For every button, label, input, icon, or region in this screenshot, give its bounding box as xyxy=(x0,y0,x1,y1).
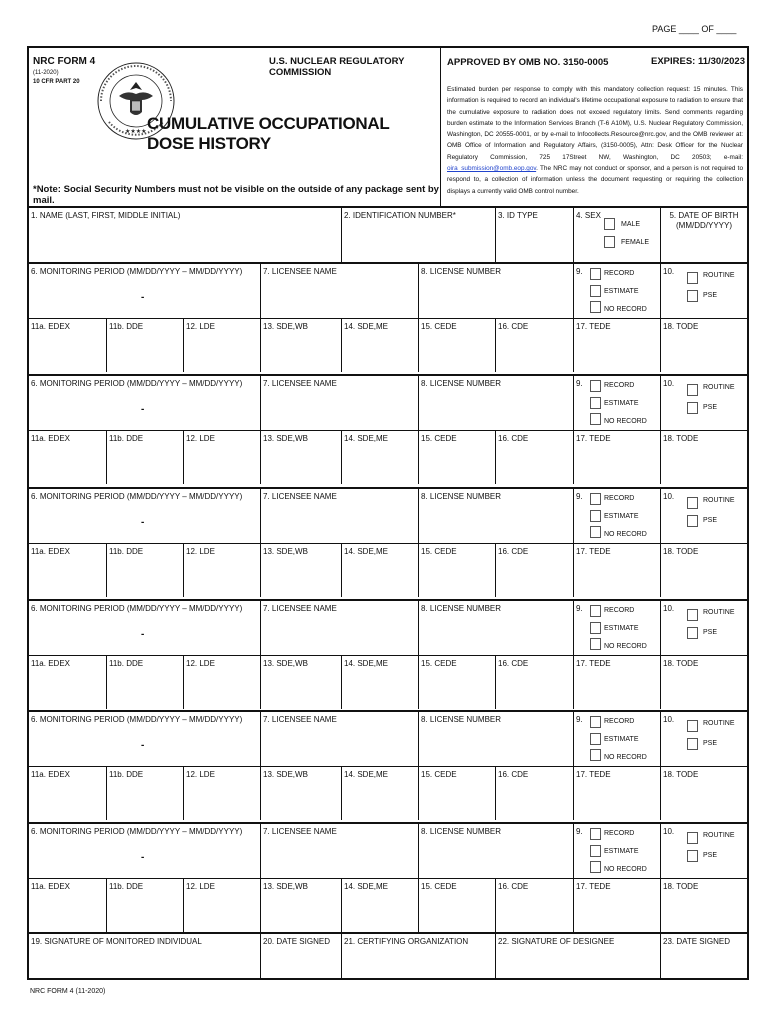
pse-checkbox[interactable] xyxy=(687,515,698,527)
sde-wb-label: 13. SDE,WB xyxy=(263,434,308,443)
designee-label: 22. SIGNATURE OF DESIGNEE xyxy=(498,937,615,946)
estimate-label: ESTIMATE xyxy=(604,513,639,520)
sex-male-option[interactable] xyxy=(604,218,640,230)
id-type-field[interactable] xyxy=(495,208,573,262)
sde-me-field[interactable] xyxy=(341,319,418,372)
tode-label: 18. TODE xyxy=(663,659,699,668)
routine-checkbox[interactable] xyxy=(687,720,698,732)
pse-label: PSE xyxy=(703,852,718,859)
id-number-field[interactable] xyxy=(341,208,495,262)
exposure-type-field xyxy=(660,712,747,766)
dose-row xyxy=(29,878,747,932)
signature-label: 19. SIGNATURE OF MONITORED INDIVIDUAL xyxy=(31,937,202,946)
license-number-field[interactable] xyxy=(418,376,573,430)
period-separator: - xyxy=(141,517,145,528)
tede-field[interactable] xyxy=(573,544,660,597)
estimate-checkbox[interactable] xyxy=(590,733,601,745)
monitoring-period-field[interactable] xyxy=(29,376,260,430)
edex-label: 11a. EDEX xyxy=(31,659,70,668)
monitoring-period-row xyxy=(29,822,747,878)
cde-field[interactable] xyxy=(495,767,573,820)
monitoring-period-row xyxy=(29,710,747,766)
dose-row xyxy=(29,655,747,709)
tede-label: 17. TEDE xyxy=(576,434,611,443)
tode-field[interactable] xyxy=(660,431,747,484)
record-label: RECORD xyxy=(604,830,635,837)
dde-label: 11b. DDE xyxy=(109,659,144,668)
sde-me-field[interactable] xyxy=(341,544,418,597)
sde-wb-field[interactable] xyxy=(260,431,341,484)
record-type-field xyxy=(573,824,660,878)
sde-me-field[interactable] xyxy=(341,879,418,932)
licensee-name-label: 7. LICENSEE NAME xyxy=(263,267,337,276)
edex-label: 11a. EDEX xyxy=(31,434,70,443)
item9-label: 9. xyxy=(576,827,583,836)
monitoring-period-label: 6. MONITORING PERIOD (MM/DD/YYYY – MM/DD/YYYY) xyxy=(31,379,243,388)
date-signed2-label: 23. DATE SIGNED xyxy=(663,937,730,946)
sde-wb-field[interactable] xyxy=(260,767,341,820)
monitoring-period-row xyxy=(29,374,747,430)
male-label: MALE xyxy=(621,220,641,228)
edex-label: 11a. EDEX xyxy=(31,547,70,556)
license-number-field[interactable] xyxy=(418,489,573,543)
tede-label: 17. TEDE xyxy=(576,770,611,779)
pse-label: PSE xyxy=(703,517,718,524)
no-record-checkbox[interactable] xyxy=(590,301,601,313)
sde-wb-label: 13. SDE,WB xyxy=(263,659,308,668)
record-label: RECORD xyxy=(604,382,635,389)
routine-checkbox[interactable] xyxy=(687,609,698,621)
item9-label: 9. xyxy=(576,604,583,613)
monitoring-period-row xyxy=(29,262,747,318)
licensee-name-label: 7. LICENSEE NAME xyxy=(263,715,337,724)
edex-field[interactable] xyxy=(29,767,106,820)
license-number-label: 8. LICENSE NUMBER xyxy=(421,267,502,276)
edex-field[interactable] xyxy=(29,431,106,484)
tode-field[interactable] xyxy=(660,767,747,820)
estimate-label: ESTIMATE xyxy=(604,288,639,295)
cde-label: 16. CDE xyxy=(498,434,529,443)
svg-text:★★★★: ★★★★ xyxy=(125,128,147,135)
lde-field[interactable] xyxy=(183,767,260,820)
agency-name: U.S. NUCLEAR REGULATORY COMMISSION xyxy=(269,56,405,78)
sde-wb-label: 13. SDE,WB xyxy=(263,770,308,779)
license-number-field[interactable] xyxy=(418,264,573,318)
edex-label: 11a. EDEX xyxy=(31,882,70,891)
monitoring-period-label: 6. MONITORING PERIOD (MM/DD/YYYY – MM/DD/YYYY) xyxy=(31,715,243,724)
edex-label: 11a. EDEX xyxy=(31,322,70,331)
dose-row xyxy=(29,318,747,372)
dde-field[interactable] xyxy=(106,319,183,372)
cede-label: 15. CEDE xyxy=(421,434,457,443)
monitoring-period-row xyxy=(29,599,747,655)
estimate-label: ESTIMATE xyxy=(604,400,639,407)
tode-field[interactable] xyxy=(660,319,747,372)
estimate-checkbox[interactable] xyxy=(590,285,601,297)
form-frame xyxy=(27,46,749,980)
sde-me-field[interactable] xyxy=(341,656,418,709)
routine-checkbox[interactable] xyxy=(687,497,698,509)
tede-field[interactable] xyxy=(573,767,660,820)
exposure-type-field xyxy=(660,376,747,430)
cde-label: 16. CDE xyxy=(498,322,529,331)
record-type-field xyxy=(573,489,660,543)
pse-checkbox[interactable] xyxy=(687,402,698,414)
cede-field[interactable] xyxy=(418,319,495,372)
cde-field[interactable] xyxy=(495,879,573,932)
monitoring-period-row xyxy=(29,487,747,543)
monitoring-period-field[interactable] xyxy=(29,824,260,878)
record-label: RECORD xyxy=(604,718,635,725)
tode-field[interactable] xyxy=(660,544,747,597)
tode-label: 18. TODE xyxy=(663,547,699,556)
estimate-label: ESTIMATE xyxy=(604,625,639,632)
cede-field[interactable] xyxy=(418,656,495,709)
license-number-field[interactable] xyxy=(418,601,573,655)
dde-field[interactable] xyxy=(106,767,183,820)
lde-label: 12. LDE xyxy=(186,882,215,891)
form-revision: (11-2020) xyxy=(33,70,59,76)
exposure-type-field xyxy=(660,824,747,878)
lde-label: 12. LDE xyxy=(186,322,215,331)
footer-form-id: NRC FORM 4 (11-2020) xyxy=(30,988,106,995)
cde-label: 16. CDE xyxy=(498,882,529,891)
sde-me-field[interactable] xyxy=(341,431,418,484)
sde-wb-label: 13. SDE,WB xyxy=(263,882,308,891)
item10-label: 10. xyxy=(663,604,675,613)
monitoring-period-label: 6. MONITORING PERIOD (MM/DD/YYYY – MM/DD/YYYY) xyxy=(31,492,243,501)
licensee-name-field[interactable] xyxy=(260,601,418,655)
pse-checkbox[interactable] xyxy=(687,290,698,302)
routine-label: ROUTINE xyxy=(703,609,735,616)
sde-me-label: 14. SDE,ME xyxy=(344,770,389,779)
dde-label: 11b. DDE xyxy=(109,882,144,891)
routine-checkbox[interactable] xyxy=(687,832,698,844)
form-id: NRC FORM 4 xyxy=(33,56,96,67)
signature-row xyxy=(29,932,747,980)
record-type-field xyxy=(573,712,660,766)
licensee-name-label: 7. LICENSEE NAME xyxy=(263,827,337,836)
id-number-label: 2. IDENTIFICATION NUMBER* xyxy=(344,211,456,220)
burden-email-link[interactable]: oira_submission@omb.eop.gov xyxy=(447,165,537,173)
monitoring-period-field[interactable] xyxy=(29,601,260,655)
no-record-label: NO RECORD xyxy=(604,418,647,425)
item10-label: 10. xyxy=(663,379,675,388)
monitoring-period-label: 6. MONITORING PERIOD (MM/DD/YYYY – MM/DD/YYYY) xyxy=(31,604,243,613)
dde-label: 11b. DDE xyxy=(109,547,144,556)
dde-field[interactable] xyxy=(106,431,183,484)
item9-label: 9. xyxy=(576,492,583,501)
dose-row xyxy=(29,430,747,484)
cede-field[interactable] xyxy=(418,544,495,597)
tede-label: 17. TEDE xyxy=(576,322,611,331)
cede-field[interactable] xyxy=(418,879,495,932)
date-signed-label: 20. DATE SIGNED xyxy=(263,937,330,946)
lde-label: 12. LDE xyxy=(186,770,215,779)
cde-label: 16. CDE xyxy=(498,547,529,556)
period-separator: - xyxy=(141,740,145,751)
omb-number: APPROVED BY OMB NO. 3150-0005 xyxy=(447,57,609,68)
tode-label: 18. TODE xyxy=(663,770,699,779)
lde-field[interactable] xyxy=(183,544,260,597)
tode-label: 18. TODE xyxy=(663,434,699,443)
checkbox[interactable] xyxy=(604,218,615,230)
monitoring-period-label: 6. MONITORING PERIOD (MM/DD/YYYY – MM/DD/YYYY) xyxy=(31,267,243,276)
item10-label: 10. xyxy=(663,715,675,724)
lde-label: 12. LDE xyxy=(186,659,215,668)
name-field[interactable] xyxy=(29,208,341,262)
estimate-label: ESTIMATE xyxy=(604,736,639,743)
cde-label: 16. CDE xyxy=(498,770,529,779)
signature-field[interactable] xyxy=(29,934,260,980)
record-label: RECORD xyxy=(604,495,635,502)
licensee-name-field[interactable] xyxy=(260,712,418,766)
monitoring-period-label: 6. MONITORING PERIOD (MM/DD/YYYY – MM/DD/YYYY) xyxy=(31,827,243,836)
form-cfr: 10 CFR PART 20 xyxy=(33,79,80,85)
exposure-type-field xyxy=(660,601,747,655)
estimate-label: ESTIMATE xyxy=(604,848,639,855)
sde-wb-label: 13. SDE,WB xyxy=(263,547,308,556)
record-type-field xyxy=(573,264,660,318)
cde-field[interactable] xyxy=(495,431,573,484)
expiration-date: EXPIRES: 11/30/2023 xyxy=(650,56,745,67)
license-number-label: 8. LICENSE NUMBER xyxy=(421,715,502,724)
tede-field[interactable] xyxy=(573,656,660,709)
license-number-field[interactable] xyxy=(418,824,573,878)
lde-field[interactable] xyxy=(183,431,260,484)
no-record-label: NO RECORD xyxy=(604,306,647,313)
item10-label: 10. xyxy=(663,267,675,276)
edex-field[interactable] xyxy=(29,319,106,372)
cde-label: 16. CDE xyxy=(498,659,529,668)
tode-label: 18. TODE xyxy=(663,882,699,891)
name-label: 1. NAME (LAST, FIRST, MIDDLE INITIAL) xyxy=(31,211,181,220)
routine-label: ROUTINE xyxy=(703,832,735,839)
pse-label: PSE xyxy=(703,404,718,411)
tode-field[interactable] xyxy=(660,879,747,932)
dde-field[interactable] xyxy=(106,879,183,932)
page-indicator: PAGE ____ OF ____ xyxy=(652,24,737,34)
sex-field xyxy=(573,208,660,262)
licensee-name-field[interactable] xyxy=(260,376,418,430)
dob-label: 5. DATE OF BIRTH (MM/DD/YYYY) xyxy=(669,211,739,230)
form-title: CUMULATIVE OCCUPATIONAL DOSE HISTORY xyxy=(147,114,390,153)
pse-checkbox[interactable] xyxy=(687,738,698,750)
sde-me-label: 14. SDE,ME xyxy=(344,434,389,443)
cede-label: 15. CEDE xyxy=(421,882,457,891)
no-record-label: NO RECORD xyxy=(604,866,647,873)
routine-checkbox[interactable] xyxy=(687,384,698,396)
dde-field[interactable] xyxy=(106,544,183,597)
lde-label: 12. LDE xyxy=(186,434,215,443)
tede-field[interactable] xyxy=(573,879,660,932)
burden-statement xyxy=(447,84,743,197)
certifying-org-label: 21. CERTIFYING ORGANIZATION xyxy=(344,937,469,946)
licensee-name-label: 7. LICENSEE NAME xyxy=(263,604,337,613)
record-type-field xyxy=(573,376,660,430)
routine-label: ROUTINE xyxy=(703,497,735,504)
header-right xyxy=(441,48,749,206)
record-checkbox[interactable] xyxy=(590,828,601,840)
tode-label: 18. TODE xyxy=(663,322,699,331)
dose-row xyxy=(29,543,747,597)
no-record-label: NO RECORD xyxy=(604,531,647,538)
sde-me-field[interactable] xyxy=(341,767,418,820)
period-separator: - xyxy=(141,852,145,863)
designee-signature-field[interactable] xyxy=(495,934,660,980)
record-checkbox[interactable] xyxy=(590,380,601,392)
cede-label: 15. CEDE xyxy=(421,547,457,556)
sex-female-option[interactable] xyxy=(604,236,649,248)
period-separator: - xyxy=(141,404,145,415)
edex-field[interactable] xyxy=(29,879,106,932)
record-label: RECORD xyxy=(604,270,635,277)
pse-checkbox[interactable] xyxy=(687,627,698,639)
exposure-type-field xyxy=(660,489,747,543)
sde-me-label: 14. SDE,ME xyxy=(344,659,389,668)
exposure-type-field xyxy=(660,264,747,318)
cde-field[interactable] xyxy=(495,544,573,597)
date-signed2-field[interactable] xyxy=(660,934,747,980)
licensee-name-label: 7. LICENSEE NAME xyxy=(263,492,337,501)
pse-label: PSE xyxy=(703,740,718,747)
tede-label: 17. TEDE xyxy=(576,547,611,556)
record-checkbox[interactable] xyxy=(590,493,601,505)
sde-me-label: 14. SDE,ME xyxy=(344,547,389,556)
cede-label: 15. CEDE xyxy=(421,659,457,668)
cede-label: 15. CEDE xyxy=(421,322,457,331)
license-number-field[interactable] xyxy=(418,712,573,766)
no-record-checkbox[interactable] xyxy=(590,526,601,538)
period-separator: - xyxy=(141,629,145,640)
dde-label: 11b. DDE xyxy=(109,434,144,443)
item10-label: 10. xyxy=(663,492,675,501)
no-record-label: NO RECORD xyxy=(604,643,647,650)
lde-field[interactable] xyxy=(183,656,260,709)
sde-me-label: 14. SDE,ME xyxy=(344,882,389,891)
burden-text-end: . The NRC may not conduct or sponsor, and a person is not required to respond to, a collection of information unless the document requesting or requiring the collection displays a currently valid OMB control number. xyxy=(447,165,743,195)
license-number-label: 8. LICENSE NUMBER xyxy=(421,604,502,613)
ssn-note: *Note: Social Security Numbers must not be visible on the outside of any package sent by mail. xyxy=(33,184,439,206)
no-record-checkbox[interactable] xyxy=(590,861,601,873)
lde-field[interactable] xyxy=(183,879,260,932)
monitoring-period-field[interactable] xyxy=(29,264,260,318)
no-record-checkbox[interactable] xyxy=(590,413,601,425)
tede-field[interactable] xyxy=(573,319,660,372)
lde-field[interactable] xyxy=(183,319,260,372)
license-number-label: 8. LICENSE NUMBER xyxy=(421,827,502,836)
licensee-name-field[interactable] xyxy=(260,489,418,543)
license-number-label: 8. LICENSE NUMBER xyxy=(421,379,502,388)
cede-label: 15. CEDE xyxy=(421,770,457,779)
item10-label: 10. xyxy=(663,827,675,836)
estimate-checkbox[interactable] xyxy=(590,510,601,522)
edex-label: 11a. EDEX xyxy=(31,770,70,779)
cde-field[interactable] xyxy=(495,656,573,709)
burden-text: Estimated burden per response to comply with this mandatory collection request: 15 minutes. This information is required to record an individual's lifetime occupational exposure to radiation to ensure that the cumulative exposure to radiation does not exceed regulatory limits. Send comments regarding burden estimate to the Information Services Branch (T-6 A10M), U.S. Nuclear Regulatory Commission, Washington, DC 20555-0001, or by e-mail to Infocollects.Resource@nrc.gov, and the OMB reviewer at: OMB Office of Information and Regulatory Affairs, (3150-0005), Attn: Desk Officer for the Nuclear Regulatory Commission, 725 17Street NW, Washington, DC 20503; e-mail: xyxy=(447,86,743,161)
licensee-name-field[interactable] xyxy=(260,264,418,318)
licensee-name-label: 7. LICENSEE NAME xyxy=(263,379,337,388)
dde-field[interactable] xyxy=(106,656,183,709)
record-type-field xyxy=(573,601,660,655)
tede-label: 17. TEDE xyxy=(576,882,611,891)
licensee-name-field[interactable] xyxy=(260,824,418,878)
no-record-checkbox[interactable] xyxy=(590,638,601,650)
header-left xyxy=(29,48,441,206)
cde-field[interactable] xyxy=(495,319,573,372)
cede-field[interactable] xyxy=(418,431,495,484)
routine-label: ROUTINE xyxy=(703,272,735,279)
record-label: RECORD xyxy=(604,607,635,614)
estimate-checkbox[interactable] xyxy=(590,397,601,409)
sde-wb-label: 13. SDE,WB xyxy=(263,322,308,331)
license-number-label: 8. LICENSE NUMBER xyxy=(421,492,502,501)
identity-row xyxy=(29,208,747,262)
sde-me-label: 14. SDE,ME xyxy=(344,322,389,331)
item9-label: 9. xyxy=(576,379,583,388)
sex-label: 4. SEX xyxy=(576,211,601,220)
routine-label: ROUTINE xyxy=(703,720,735,727)
edex-field[interactable] xyxy=(29,544,106,597)
dose-row xyxy=(29,766,747,820)
pse-label: PSE xyxy=(703,292,718,299)
routine-label: ROUTINE xyxy=(703,384,735,391)
dde-label: 11b. DDE xyxy=(109,322,144,331)
pse-label: PSE xyxy=(703,629,718,636)
item9-label: 9. xyxy=(576,715,583,724)
sde-wb-field[interactable] xyxy=(260,879,341,932)
female-label: FEMALE xyxy=(621,238,650,246)
lde-label: 12. LDE xyxy=(186,547,215,556)
tede-label: 17. TEDE xyxy=(576,659,611,668)
no-record-label: NO RECORD xyxy=(604,754,647,761)
checkbox[interactable] xyxy=(604,236,615,248)
dde-label: 11b. DDE xyxy=(109,770,144,779)
cede-field[interactable] xyxy=(418,767,495,820)
tede-field[interactable] xyxy=(573,431,660,484)
sde-wb-field[interactable] xyxy=(260,319,341,372)
tode-field[interactable] xyxy=(660,656,747,709)
pse-checkbox[interactable] xyxy=(687,850,698,862)
estimate-checkbox[interactable] xyxy=(590,845,601,857)
id-type-label: 3. ID TYPE xyxy=(498,211,538,220)
record-checkbox[interactable] xyxy=(590,605,601,617)
record-checkbox[interactable] xyxy=(590,716,601,728)
sde-wb-field[interactable] xyxy=(260,544,341,597)
item9-label: 9. xyxy=(576,267,583,276)
period-separator: - xyxy=(141,292,145,303)
record-checkbox[interactable] xyxy=(590,268,601,280)
routine-checkbox[interactable] xyxy=(687,272,698,284)
estimate-checkbox[interactable] xyxy=(590,622,601,634)
monitoring-period-field[interactable] xyxy=(29,489,260,543)
monitoring-period-field[interactable] xyxy=(29,712,260,766)
certifying-org-field[interactable] xyxy=(341,934,495,980)
edex-field[interactable] xyxy=(29,656,106,709)
no-record-checkbox[interactable] xyxy=(590,749,601,761)
dob-field[interactable] xyxy=(660,208,747,262)
date-signed-field[interactable] xyxy=(260,934,341,980)
sde-wb-field[interactable] xyxy=(260,656,341,709)
